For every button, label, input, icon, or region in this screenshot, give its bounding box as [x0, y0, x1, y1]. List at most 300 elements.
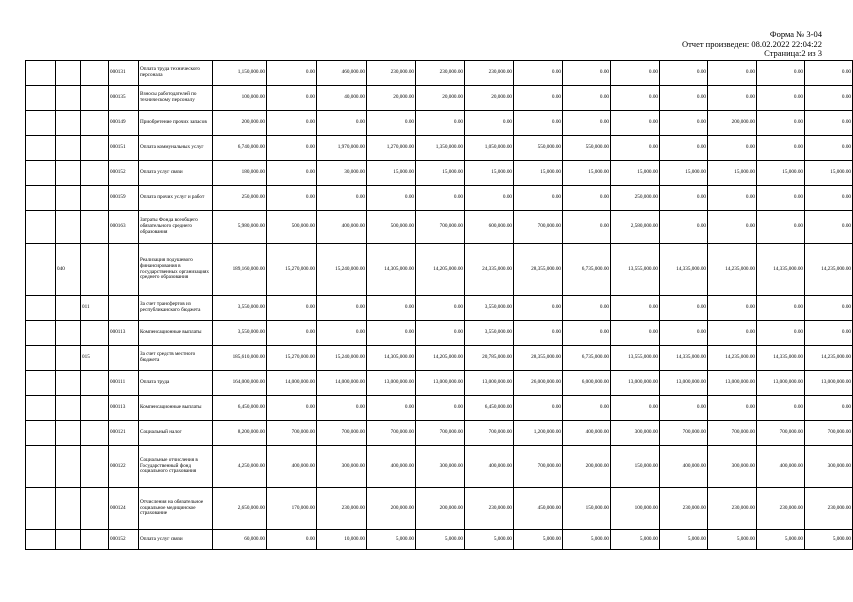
specifics-code-cell: 000151: [109, 136, 139, 161]
month-value-cell: 3,550,000.00: [465, 296, 514, 321]
specifics-code-cell: 000121: [109, 421, 139, 446]
month-value-cell: 0.00: [465, 186, 514, 211]
month-value-cell: 0.00: [611, 396, 660, 421]
month-value-cell: 5,000.00: [367, 530, 416, 550]
month-value-cell: 700,000.00: [514, 211, 563, 244]
month-value-cell: 20,000.00: [367, 86, 416, 111]
month-value-cell: 14,305,000.00: [367, 244, 416, 296]
table-row: [26, 371, 853, 396]
description-cell: Оплата услуг связи: [139, 530, 213, 550]
month-value-cell: 0.00: [708, 136, 757, 161]
month-value-cell: 0.00: [805, 86, 853, 111]
month-value-cell: 15,270,000.00: [267, 244, 317, 296]
month-value-cell: 0.00: [267, 161, 317, 186]
month-value-cell: 700,000.00: [660, 421, 708, 446]
cell-blank: [26, 396, 56, 421]
month-value-cell: 0.00: [563, 61, 611, 86]
specifics-code-cell: 000159: [109, 186, 139, 211]
month-value-cell: 170,000.00: [267, 488, 317, 530]
cell-blank: [81, 371, 109, 396]
table-row: [26, 346, 853, 371]
month-value-cell: 0.00: [757, 61, 805, 86]
month-value-cell: 0.00: [267, 186, 317, 211]
month-value-cell: 200,000.00: [563, 446, 611, 488]
month-value-cell: 0.00: [514, 186, 563, 211]
page-counter: Страница:2 из 3: [764, 48, 822, 59]
month-value-cell: 14,335,000.00: [660, 244, 708, 296]
total-cell: 100,000.00: [213, 86, 267, 111]
month-value-cell: 150,000.00: [611, 446, 660, 488]
cell-blank: [26, 346, 56, 371]
month-value-cell: 400,000.00: [267, 446, 317, 488]
month-value-cell: 0.00: [611, 296, 660, 321]
month-value-cell: 0.00: [611, 321, 660, 346]
month-value-cell: 400,000.00: [563, 421, 611, 446]
cell-blank: [81, 396, 109, 421]
month-value-cell: 10,000.00: [317, 530, 367, 550]
month-value-cell: 5,000.00: [416, 530, 465, 550]
month-value-cell: 0.00: [267, 396, 317, 421]
total-cell: 6,740,000.00: [213, 136, 267, 161]
month-value-cell: 0.00: [563, 321, 611, 346]
table-row: [26, 211, 853, 244]
month-value-cell: 14,235,000.00: [708, 346, 757, 371]
cell-blank: [26, 61, 56, 86]
cell-blank: [26, 161, 56, 186]
month-value-cell: 13,000,000.00: [367, 371, 416, 396]
total-cell: 8,200,000.00: [213, 421, 267, 446]
month-value-cell: 0.00: [267, 321, 317, 346]
month-value-cell: 0.00: [708, 86, 757, 111]
total-cell: 5,980,000.00: [213, 211, 267, 244]
month-value-cell: 0.00: [367, 111, 416, 136]
month-value-cell: 0.00: [805, 296, 853, 321]
total-cell: 4,250,000.00: [213, 446, 267, 488]
month-value-cell: 0.00: [757, 321, 805, 346]
month-value-cell: 30,000.00: [317, 161, 367, 186]
cell-blank: [81, 186, 109, 211]
total-cell: 6,450,000.00: [213, 396, 267, 421]
month-value-cell: 0.00: [757, 396, 805, 421]
cell-blank: [26, 371, 56, 396]
month-value-cell: 230,000.00: [465, 488, 514, 530]
form-number: Форма № 3-04: [769, 29, 822, 39]
month-value-cell: 14,335,000.00: [660, 346, 708, 371]
month-value-cell: 700,000.00: [465, 421, 514, 446]
month-value-cell: 0.00: [805, 136, 853, 161]
month-value-cell: 1,350,000.00: [416, 136, 465, 161]
total-cell: 164,000,000.00: [213, 371, 267, 396]
description-cell: Реализация подушевого финансирования в государственных организациях среднего образования: [139, 244, 213, 296]
month-value-cell: 230,000.00: [367, 61, 416, 86]
month-value-cell: 300,000.00: [416, 446, 465, 488]
month-value-cell: 0.00: [563, 396, 611, 421]
total-cell: 3,550,000.00: [213, 321, 267, 346]
month-value-cell: 28,355,000.00: [514, 244, 563, 296]
total-cell: 3,550,000.00: [213, 296, 267, 321]
cell-blank: [26, 446, 56, 488]
month-value-cell: 230,000.00: [416, 61, 465, 86]
total-cell: 180,000.00: [213, 161, 267, 186]
cell-blank: [81, 161, 109, 186]
month-value-cell: 0.00: [660, 296, 708, 321]
month-value-cell: 13,000,000.00: [708, 371, 757, 396]
month-value-cell: 0.00: [708, 321, 757, 346]
month-value-cell: 460,000.00: [317, 61, 367, 86]
month-value-cell: 0.00: [367, 186, 416, 211]
month-value-cell: 0.00: [317, 296, 367, 321]
month-value-cell: 0.00: [611, 86, 660, 111]
month-value-cell: 0.00: [708, 396, 757, 421]
specifics-code-cell: 000113: [109, 321, 139, 346]
month-value-cell: 550,000.00: [514, 136, 563, 161]
description-cell: Взносы работодателей по техническому персоналу: [139, 86, 213, 111]
specifics-code-cell: 000124: [109, 488, 139, 530]
cell-blank: [81, 421, 109, 446]
cell-blank: [81, 321, 109, 346]
month-value-cell: 14,305,000.00: [367, 346, 416, 371]
month-value-cell: 0.00: [267, 530, 317, 550]
month-value-cell: 550,000.00: [563, 136, 611, 161]
month-value-cell: 14,235,000.00: [805, 346, 853, 371]
cell-blank: [81, 136, 109, 161]
specifics-code-cell: 000163: [109, 211, 139, 244]
month-value-cell: 0.00: [317, 396, 367, 421]
program-code-cell: [56, 346, 81, 371]
description-cell: Оплата коммунальных услуг: [139, 136, 213, 161]
table-row: [26, 244, 853, 296]
month-value-cell: 5,000.00: [805, 530, 853, 550]
month-value-cell: 15,000.00: [416, 161, 465, 186]
month-value-cell: 15,000.00: [708, 161, 757, 186]
month-value-cell: 15,000.00: [514, 161, 563, 186]
month-value-cell: 700,000.00: [367, 421, 416, 446]
description-cell: Отчисления на обязательное социальное медицинское страхование: [139, 488, 213, 530]
month-value-cell: 20,785,000.00: [465, 346, 514, 371]
month-value-cell: 0.00: [267, 111, 317, 136]
month-value-cell: 0.00: [514, 396, 563, 421]
description-cell: Оплата прочих услуг и работ: [139, 186, 213, 211]
cell-blank: [26, 421, 56, 446]
specifics-code-cell: [109, 244, 139, 296]
program-code-cell: [56, 446, 81, 488]
month-value-cell: 15,000.00: [563, 161, 611, 186]
month-value-cell: 5,000.00: [563, 530, 611, 550]
month-value-cell: 0.00: [660, 111, 708, 136]
specifics-code-cell: 000149: [109, 111, 139, 136]
month-value-cell: 0.00: [660, 136, 708, 161]
month-value-cell: 0.00: [757, 136, 805, 161]
month-value-cell: 14,235,000.00: [708, 244, 757, 296]
month-value-cell: 15,000.00: [757, 161, 805, 186]
report-header: [682, 30, 822, 59]
cell-blank: [81, 446, 109, 488]
cell-blank: [81, 530, 109, 550]
description-cell: Оплата труда: [139, 371, 213, 396]
specifics-code-cell: 000111: [109, 371, 139, 396]
specifics-code-cell: [109, 296, 139, 321]
month-value-cell: 0.00: [563, 86, 611, 111]
description-cell: За счет средств местного бюджета: [139, 346, 213, 371]
specifics-code-cell: 000152: [109, 530, 139, 550]
cell-blank: [26, 136, 56, 161]
month-value-cell: 700,000.00: [416, 421, 465, 446]
month-value-cell: 0.00: [611, 111, 660, 136]
month-value-cell: 0.00: [660, 396, 708, 421]
program-code-cell: [56, 186, 81, 211]
month-value-cell: 0.00: [465, 111, 514, 136]
month-value-cell: 0.00: [416, 186, 465, 211]
specifics-code-cell: 000135: [109, 86, 139, 111]
month-value-cell: 300,000.00: [805, 446, 853, 488]
month-value-cell: 14,000,000.00: [267, 371, 317, 396]
month-value-cell: 0.00: [805, 211, 853, 244]
month-value-cell: 230,000.00: [708, 488, 757, 530]
month-value-cell: 0.00: [708, 61, 757, 86]
month-value-cell: 0.00: [660, 186, 708, 211]
month-value-cell: 0.00: [514, 111, 563, 136]
month-value-cell: 0.00: [660, 86, 708, 111]
month-value-cell: 0.00: [416, 296, 465, 321]
program-code-cell: [56, 488, 81, 530]
description-cell: Компенсационные выплаты: [139, 396, 213, 421]
month-value-cell: 15,270,000.00: [267, 346, 317, 371]
program-code-cell: [56, 421, 81, 446]
month-value-cell: 15,000.00: [367, 161, 416, 186]
report-date: Отчет произведен: 08.02.2022 22:04:22: [681, 38, 822, 49]
description-cell: Приобретение прочих запасов: [139, 111, 213, 136]
description-cell: Оплата труда технического персонала: [139, 61, 213, 86]
month-value-cell: 14,335,000.00: [757, 346, 805, 371]
month-value-cell: 0.00: [267, 296, 317, 321]
table-row: [26, 61, 853, 86]
cell-blank: [26, 211, 56, 244]
table-row: [26, 86, 853, 111]
month-value-cell: 0.00: [757, 86, 805, 111]
month-value-cell: 13,000,000.00: [660, 371, 708, 396]
month-value-cell: 24,335,000.00: [465, 244, 514, 296]
month-value-cell: 0.00: [757, 111, 805, 136]
month-value-cell: 13,000,000.00: [611, 371, 660, 396]
table-row: [26, 161, 853, 186]
subprogram-code-cell: 011: [81, 296, 109, 321]
table-row: [26, 530, 853, 550]
description-cell: Социальные отчисления в Государственный фонд социального страхования: [139, 446, 213, 488]
table-row: [26, 136, 853, 161]
table-row: [26, 186, 853, 211]
month-value-cell: 0.00: [611, 136, 660, 161]
program-code-cell: [56, 136, 81, 161]
table-row: [26, 421, 853, 446]
month-value-cell: 15,000.00: [805, 161, 853, 186]
month-value-cell: 5,000.00: [660, 530, 708, 550]
table-row: [26, 396, 853, 421]
cell-blank: [81, 86, 109, 111]
month-value-cell: 14,205,000.00: [416, 346, 465, 371]
month-value-cell: 0.00: [805, 111, 853, 136]
month-value-cell: 15,240,000.00: [317, 346, 367, 371]
month-value-cell: 0.00: [563, 296, 611, 321]
month-value-cell: 13,000,000.00: [416, 371, 465, 396]
month-value-cell: 40,000.00: [317, 86, 367, 111]
month-value-cell: 5,000.00: [611, 530, 660, 550]
month-value-cell: 28,355,000.00: [514, 346, 563, 371]
month-value-cell: 300,000.00: [317, 446, 367, 488]
month-value-cell: 14,335,000.00: [757, 244, 805, 296]
month-value-cell: 0.00: [563, 186, 611, 211]
month-value-cell: 200,000.00: [367, 488, 416, 530]
subprogram-code-cell: 015: [81, 346, 109, 371]
total-cell: 60,000.00: [213, 530, 267, 550]
month-value-cell: 700,000.00: [514, 446, 563, 488]
month-value-cell: 0.00: [267, 86, 317, 111]
program-code-cell: [56, 530, 81, 550]
month-value-cell: 0.00: [514, 61, 563, 86]
total-cell: 250,000.00: [213, 186, 267, 211]
month-value-cell: 700,000.00: [757, 421, 805, 446]
month-value-cell: 230,000.00: [757, 488, 805, 530]
cell-blank: [81, 211, 109, 244]
month-value-cell: 0.00: [660, 61, 708, 86]
cell-blank: [26, 86, 56, 111]
total-cell: 1,150,000.00: [213, 61, 267, 86]
program-code-cell: [56, 161, 81, 186]
month-value-cell: 0.00: [267, 136, 317, 161]
month-value-cell: 0.00: [708, 186, 757, 211]
cell-blank: [81, 244, 109, 296]
month-value-cell: 6,000,000.00: [563, 371, 611, 396]
month-value-cell: 13,000,000.00: [757, 371, 805, 396]
month-value-cell: 13,000,000.00: [465, 371, 514, 396]
cell-blank: [26, 111, 56, 136]
month-value-cell: 5,000.00: [757, 530, 805, 550]
month-value-cell: 0.00: [660, 211, 708, 244]
description-cell: Затраты Фонда всеобщего обязательного среднего образования: [139, 211, 213, 244]
cell-blank: [26, 488, 56, 530]
month-value-cell: 5,000.00: [514, 530, 563, 550]
month-value-cell: 230,000.00: [465, 61, 514, 86]
cell-blank: [26, 321, 56, 346]
month-value-cell: 0.00: [563, 111, 611, 136]
month-value-cell: 26,000,000.00: [514, 371, 563, 396]
program-code-cell: [56, 396, 81, 421]
month-value-cell: 15,000.00: [465, 161, 514, 186]
month-value-cell: 700,000.00: [708, 421, 757, 446]
cell-blank: [26, 186, 56, 211]
month-value-cell: 0.00: [514, 321, 563, 346]
table-row: [26, 446, 853, 488]
month-value-cell: 6,450,000.00: [465, 396, 514, 421]
month-value-cell: 20,000.00: [465, 86, 514, 111]
month-value-cell: 0.00: [317, 186, 367, 211]
total-cell: 2,650,000.00: [213, 488, 267, 530]
month-value-cell: 0.00: [563, 211, 611, 244]
month-value-cell: 400,000.00: [317, 211, 367, 244]
month-value-cell: 0.00: [757, 296, 805, 321]
month-value-cell: 13,000,000.00: [805, 371, 853, 396]
specifics-code-cell: 000131: [109, 61, 139, 86]
program-code-cell: [56, 296, 81, 321]
month-value-cell: 500,000.00: [267, 211, 317, 244]
month-value-cell: 700,000.00: [317, 421, 367, 446]
month-value-cell: 0.00: [757, 186, 805, 211]
month-value-cell: 5,000.00: [708, 530, 757, 550]
program-code-cell: [56, 371, 81, 396]
month-value-cell: 0.00: [367, 296, 416, 321]
month-value-cell: 0.00: [514, 86, 563, 111]
month-value-cell: 0.00: [317, 111, 367, 136]
month-value-cell: 600,000.00: [465, 211, 514, 244]
cell-blank: [81, 61, 109, 86]
program-code-cell: [56, 61, 81, 86]
month-value-cell: 1,050,000.00: [465, 136, 514, 161]
cell-blank: [26, 244, 56, 296]
total-cell: 200,000.00: [213, 111, 267, 136]
month-value-cell: 0.00: [367, 396, 416, 421]
month-value-cell: 400,000.00: [367, 446, 416, 488]
month-value-cell: 700,000.00: [416, 211, 465, 244]
specifics-code-cell: 000122: [109, 446, 139, 488]
month-value-cell: 230,000.00: [660, 488, 708, 530]
month-value-cell: 15,240,000.00: [317, 244, 367, 296]
month-value-cell: 0.00: [514, 296, 563, 321]
month-value-cell: 500,000.00: [367, 211, 416, 244]
cell-blank: [81, 111, 109, 136]
month-value-cell: 6,735,000.00: [563, 244, 611, 296]
month-value-cell: 13,555,000.00: [611, 244, 660, 296]
program-code-cell: [56, 111, 81, 136]
cell-blank: [81, 488, 109, 530]
month-value-cell: 400,000.00: [660, 446, 708, 488]
month-value-cell: 0.00: [708, 211, 757, 244]
month-value-cell: 700,000.00: [267, 421, 317, 446]
month-value-cell: 6,735,000.00: [563, 346, 611, 371]
month-value-cell: 0.00: [317, 321, 367, 346]
month-value-cell: 0.00: [805, 396, 853, 421]
month-value-cell: 0.00: [805, 186, 853, 211]
program-code-cell: [56, 211, 81, 244]
month-value-cell: 0.00: [611, 61, 660, 86]
month-value-cell: 1,970,000.00: [317, 136, 367, 161]
month-value-cell: 0.00: [660, 321, 708, 346]
month-value-cell: 0.00: [757, 211, 805, 244]
month-value-cell: 5,000.00: [465, 530, 514, 550]
table-row: [26, 111, 853, 136]
total-cell: 189,160,000.00: [213, 244, 267, 296]
month-value-cell: 300,000.00: [611, 421, 660, 446]
month-value-cell: 200,000.00: [416, 488, 465, 530]
description-cell: За счет трансфертов из республиканского бюджета: [139, 296, 213, 321]
specifics-code-cell: 000152: [109, 161, 139, 186]
month-value-cell: 0.00: [367, 321, 416, 346]
month-value-cell: 20,000.00: [416, 86, 465, 111]
month-value-cell: 0.00: [416, 321, 465, 346]
month-value-cell: 450,000.00: [514, 488, 563, 530]
month-value-cell: 230,000.00: [317, 488, 367, 530]
specifics-code-cell: [109, 346, 139, 371]
month-value-cell: 100,000.00: [611, 488, 660, 530]
budget-table: [25, 60, 853, 550]
month-value-cell: 0.00: [416, 396, 465, 421]
table-row: [26, 296, 853, 321]
month-value-cell: 700,000.00: [805, 421, 853, 446]
table-row: [26, 321, 853, 346]
month-value-cell: 230,000.00: [805, 488, 853, 530]
month-value-cell: 400,000.00: [465, 446, 514, 488]
cell-blank: [26, 296, 56, 321]
total-cell: 185,610,000.00: [213, 346, 267, 371]
month-value-cell: 0.00: [708, 296, 757, 321]
